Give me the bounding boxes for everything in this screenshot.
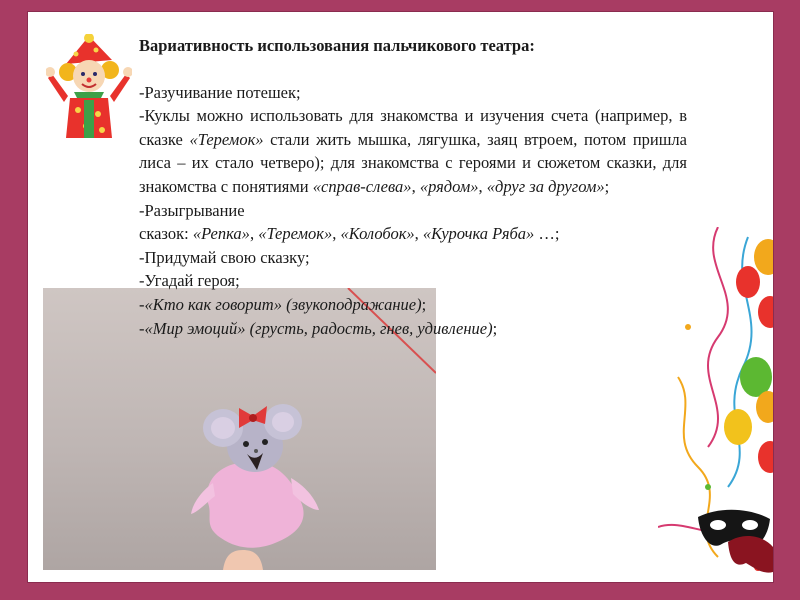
list-item-text: ; [492, 318, 498, 338]
game-title: «Мир эмоций» (грусть, радость, гнев, удивление) [144, 318, 493, 338]
separator-text: , [411, 176, 420, 196]
list-item-text: -Угадай героя; [139, 271, 240, 291]
list-item-nursery-rhymes [139, 81, 687, 105]
clown-icon [46, 34, 132, 144]
separator-text: , [414, 224, 423, 244]
list-item-text: сказок: [139, 224, 193, 244]
tale-title: «Репка» [192, 224, 250, 244]
content-text [139, 34, 687, 340]
list-item-text: - [139, 294, 145, 314]
concept-term: «друг за другом» [486, 176, 605, 196]
tale-title: «Теремок» [258, 224, 333, 244]
list-item-text: -Разыгрывание [139, 200, 245, 220]
list-item-guess-hero [139, 269, 687, 293]
concept-term: «справ-слева» [312, 176, 412, 196]
list-item-acting [139, 199, 687, 223]
list-item-own-tale [139, 246, 687, 270]
tale-title: «Курочка Ряба» [422, 224, 535, 244]
list-item-text: - [139, 318, 145, 338]
tale-title: «Теремок» [189, 129, 264, 149]
list-item-text: -Куклы можно использовать для знакомства и изучения счета (например, в сказке [139, 106, 687, 149]
list-item-counting [139, 104, 687, 198]
list-item-text: стали жить мышка, лягушка, заяц втроем, потом пришла лиса – их стало четверо); для знакомства с героями и сюжетом сказки, для знакомства с понятиями [139, 129, 687, 196]
list-item-emotions [139, 317, 687, 341]
slide-title: Вариативность использования пальчикового театра: [139, 36, 535, 55]
list-item-who-speaks [139, 293, 687, 317]
list-item-text: -Придумай свою сказку; [139, 247, 310, 267]
concept-term: «рядом» [419, 176, 479, 196]
separator-text: ; [604, 176, 610, 196]
game-title: «Кто как говорит» (звукоподражание) [144, 294, 422, 314]
separator-text: , [249, 224, 259, 244]
separator-text: , [478, 176, 487, 196]
tale-title: «Колобок» [340, 224, 415, 244]
list-item-tales [139, 222, 687, 246]
list-item-text: …; [534, 224, 560, 244]
separator-text: , [332, 224, 341, 244]
slide [28, 12, 773, 582]
list-item-text: ; [421, 294, 427, 314]
list-item-text: -Разучивание потешек; [139, 82, 301, 102]
